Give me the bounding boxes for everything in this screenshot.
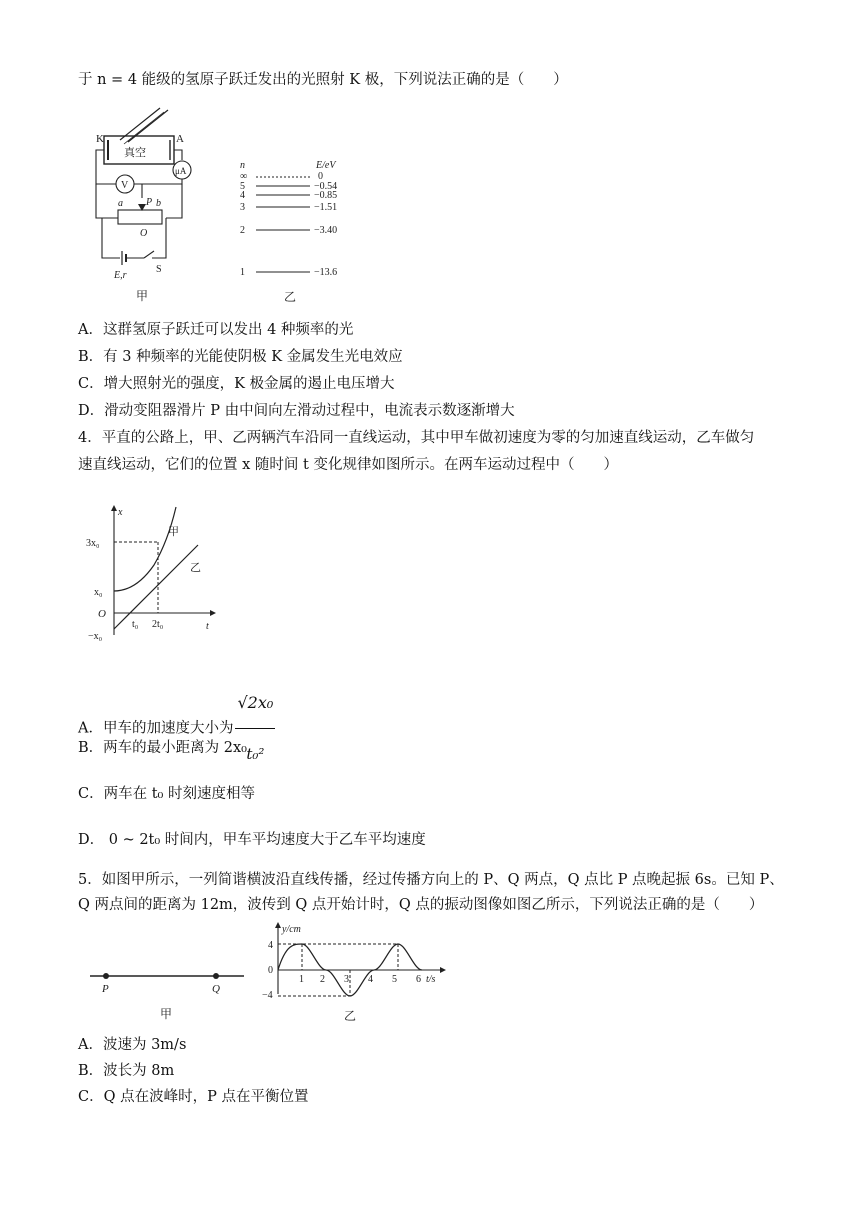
level-n-2: 2 bbox=[240, 225, 245, 236]
q4-option-a-fraction bbox=[235, 678, 275, 779]
energy-level-figure bbox=[236, 158, 356, 308]
label-K: K bbox=[96, 133, 104, 145]
q4-stem-line1: 4．平直的公路上，甲、乙两辆汽车沿同一直线运动，其中甲车做初速度为零的匀加速直线运动，乙车做匀 bbox=[78, 430, 755, 446]
axis-t-s: t/s bbox=[426, 974, 436, 985]
axis-y-cm: y/cm bbox=[282, 924, 301, 935]
level-header-n: n bbox=[240, 160, 245, 171]
q3-option-b: B．有 3 种频率的光能使阴极 K 金属发生光电效应 bbox=[78, 349, 403, 365]
y-tick-4: 4 bbox=[268, 940, 273, 951]
label-P: P bbox=[146, 197, 153, 208]
curve-jia bbox=[114, 507, 176, 591]
caption-jia-q5: 甲 bbox=[160, 1007, 173, 1021]
point-Q bbox=[213, 973, 219, 979]
vibration-graph bbox=[262, 922, 452, 1026]
caption-yi: 乙 bbox=[284, 290, 297, 304]
q4-stem-line2: 速直线运动，它们的位置 x 随时间 t 变化规律如图所示。在两车运动过程中（ ） bbox=[78, 457, 618, 473]
label-point-P: P bbox=[102, 983, 109, 995]
q5-stem-line2: Q 两点间的距离为 12m，波传到 Q 点开始计时，Q 点的振动图像如图乙所示，下列说法正确的是（ ） bbox=[78, 897, 764, 913]
label-point-Q: Q bbox=[212, 983, 220, 995]
level-E-5: −0.54 bbox=[314, 181, 338, 192]
caption-jia: 甲 bbox=[136, 289, 149, 303]
q3-stem: 于 n = 4 能级的氢原子跃迁发出的光照射 K 极，下列说法正确的是（ ） bbox=[78, 72, 568, 88]
q3-option-a: A．这群氢原子跃迁可以发出 4 种频率的光 bbox=[78, 322, 354, 338]
q4-option-d: D． 0 ~ 2t₀ 时间内，甲车平均速度大于乙车平均速度 bbox=[78, 832, 426, 848]
tick-x0: x₀ bbox=[94, 587, 103, 598]
fraction-denominator: t₀² bbox=[246, 745, 265, 763]
q3-option-c: C．增大照射光的强度，K 极金属的遏止电压增大 bbox=[78, 376, 395, 392]
label-S: S bbox=[156, 264, 162, 275]
photoelectric-circuit-figure bbox=[90, 108, 210, 308]
q5-option-a: A．波速为 3m/s bbox=[78, 1037, 187, 1053]
caption-yi-q5: 乙 bbox=[344, 1009, 357, 1023]
q4-option-a-text: A．甲车的加速度大小为 bbox=[78, 720, 234, 737]
label-microammeter: μA bbox=[175, 166, 187, 176]
level-E-2: −3.40 bbox=[314, 225, 338, 236]
label-a: a bbox=[118, 198, 123, 209]
level-header-E: E/eV bbox=[316, 160, 336, 171]
x-tick-4: 4 bbox=[368, 974, 373, 985]
x-tick-3: 3 bbox=[344, 974, 349, 985]
q4-option-c: C．两车在 t₀ 时刻速度相等 bbox=[78, 786, 255, 802]
wave-propagation-line-figure bbox=[90, 960, 250, 1030]
label-b: b bbox=[156, 198, 161, 209]
line-yi bbox=[114, 545, 198, 629]
axis-t-label: t bbox=[206, 621, 209, 632]
level-n-3: 3 bbox=[240, 202, 245, 213]
label-vacuum: 真空 bbox=[124, 147, 146, 159]
x-tick-2: 2 bbox=[320, 974, 325, 985]
level-E-1: −13.6 bbox=[314, 267, 338, 278]
label-Er: E,r bbox=[114, 270, 127, 281]
label-jia: 甲 bbox=[168, 526, 179, 538]
tick-neg-x0: −x₀ bbox=[88, 631, 103, 642]
point-P bbox=[103, 973, 109, 979]
y-tick-neg4: −4 bbox=[262, 990, 273, 1001]
level-E-inf: 0 bbox=[318, 171, 323, 182]
level-n-inf: ∞ bbox=[240, 171, 248, 182]
level-E-3: −1.51 bbox=[314, 202, 338, 213]
label-A: A bbox=[176, 133, 184, 145]
q5-option-c: C．Q 点在波峰时，P 点在平衡位置 bbox=[78, 1089, 309, 1105]
q3-option-d: D．滑动变阻器滑片 P 由中间向左滑动过程中，电流表示数逐渐增大 bbox=[78, 403, 515, 419]
axis-x-label: x bbox=[118, 507, 123, 518]
tick-t0: t₀ bbox=[132, 619, 139, 630]
tick-2t0: 2t₀ bbox=[152, 619, 164, 630]
level-n-4: 4 bbox=[240, 190, 245, 201]
fraction-numerator: √2x₀ bbox=[235, 678, 275, 729]
label-voltmeter: V bbox=[121, 180, 129, 191]
y-tick-0: 0 bbox=[268, 965, 273, 976]
tick-origin: O bbox=[98, 608, 106, 620]
x-tick-6: 6 bbox=[416, 974, 421, 985]
level-n-1: 1 bbox=[240, 267, 245, 278]
level-n-5: 5 bbox=[240, 181, 245, 192]
position-time-graph bbox=[86, 505, 216, 645]
label-O: O bbox=[140, 228, 148, 239]
q5-option-b: B．波长为 8m bbox=[78, 1063, 175, 1079]
x-tick-5: 5 bbox=[392, 974, 397, 985]
q4-option-b: B．两车的最小距离为 2x₀ bbox=[78, 740, 247, 756]
tick-3x0: 3x₀ bbox=[86, 538, 100, 549]
x-tick-1: 1 bbox=[299, 974, 304, 985]
q5-stem-line1: 5．如图甲所示，一列简谐横波沿直线传播，经过传播方向上的 P、Q 两点，Q 点比 P 点晚起振 6s。已知 P、 bbox=[78, 872, 784, 888]
level-E-4: −0.85 bbox=[314, 190, 338, 201]
label-yi: 乙 bbox=[190, 562, 201, 574]
